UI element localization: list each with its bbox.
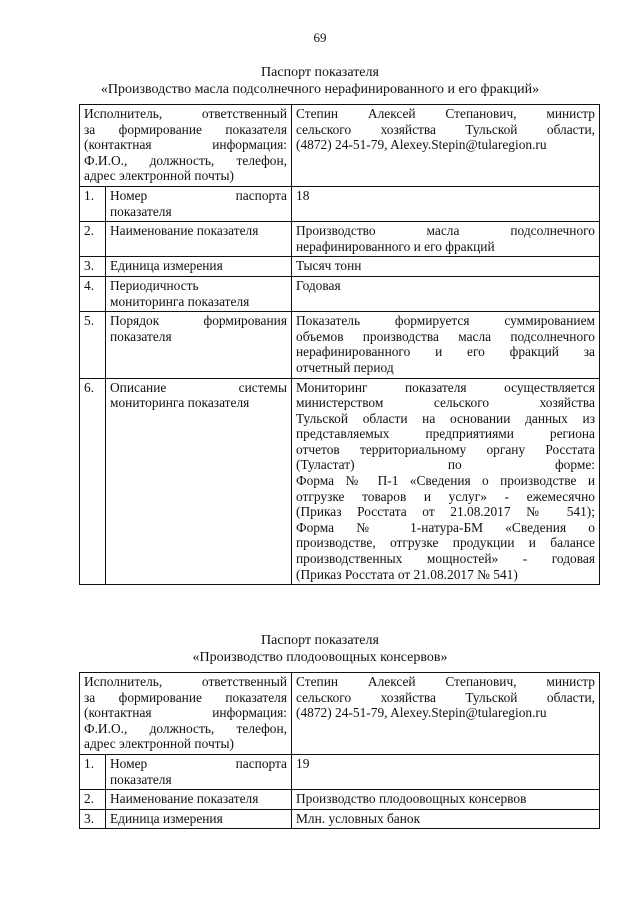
row-label (106, 222, 292, 257)
text-line: Форма № 1-натура-БМ «Сведения о (296, 519, 595, 535)
text-line: (Приказ Росстата от 21.08.2017 № 541) (296, 566, 518, 582)
text-line: Производство масла подсолнечного (296, 223, 595, 239)
table-row (80, 276, 600, 311)
text-line: Наименование показателя (110, 223, 259, 239)
row-label (106, 186, 292, 221)
text-line: отчетов территориальному органу Росстата (296, 441, 595, 457)
row-value (292, 222, 600, 257)
row-label (106, 276, 292, 311)
executor-value (292, 673, 600, 755)
text-line: 19 (296, 755, 310, 771)
text-line: Ф.И.О., должность, телефон, (84, 720, 287, 736)
text-line: Производство плодоовощных консервов (296, 791, 527, 807)
row-label (106, 312, 292, 378)
text-line: (Приказ Росстата от 21.08.2017 № 541); (296, 504, 595, 520)
table-row (80, 186, 600, 221)
text-line: за формирование показателя (84, 689, 287, 705)
row-value (292, 809, 600, 829)
row-label (106, 257, 292, 277)
text-line: Номер паспорта (110, 187, 287, 203)
text-line: Описание системы (110, 379, 287, 395)
executor-value (292, 105, 600, 187)
executor-label (80, 105, 292, 187)
row-value (292, 257, 600, 277)
text-line: Ф.И.О., должность, телефон, (84, 152, 287, 168)
text-line: адрес электронной почты) (84, 736, 234, 752)
text-line: адрес электронной почты) (84, 168, 234, 184)
passport2-table (79, 672, 600, 829)
text-line: производственных мощностей» - годовая (296, 551, 595, 567)
text-line: Единица измерения (110, 810, 223, 826)
row-value (292, 378, 600, 585)
text-line: мониторинга показателя (110, 395, 250, 411)
row-number: 4. (80, 276, 106, 311)
table-row (80, 257, 600, 277)
row-value (292, 186, 600, 221)
text-line: Исполнитель, ответственный (84, 674, 287, 689)
text-line: Степин Алексей Степанович, министр (296, 674, 595, 689)
text-line: Периодичность (110, 277, 199, 293)
row-number: 1. (80, 754, 106, 789)
text-line: Порядок формирования (110, 313, 287, 329)
text-line: Исполнитель, ответственный (84, 106, 287, 121)
text-line: отгрузке товаров и услуг» - ежемесячно (296, 488, 595, 504)
text-line: Единица измерения (110, 258, 223, 274)
text-line: мониторинга показателя (110, 293, 250, 309)
text-line: Тысяч тонн (296, 258, 362, 274)
text-line: Тульской области на основании данных из (296, 410, 595, 426)
row-number: 6. (80, 378, 106, 585)
text-line: 18 (296, 187, 310, 203)
text-line: отчетный период (296, 359, 394, 375)
text-line: представляемых предприятиями региона (296, 426, 595, 442)
row-value (292, 276, 600, 311)
table-row (80, 790, 600, 810)
text-line: Показатель формируется суммированием (296, 313, 595, 329)
text-line: показателя (110, 328, 172, 344)
row-number: 1. (80, 186, 106, 221)
passport1-subtitle: «Производство масла подсолнечного нерафинированного и его фракций» (100, 82, 540, 97)
text-line: Млн. условных банок (296, 810, 421, 826)
text-line: нерафинированного и его фракций (296, 238, 495, 254)
row-number: 3. (80, 809, 106, 829)
text-line: показателя (110, 203, 172, 219)
text-line: показателя (110, 771, 172, 787)
page-number: 69 (313, 30, 327, 45)
text-line: Годовая (296, 277, 341, 293)
text-line: Наименование показателя (110, 791, 259, 807)
table-row (80, 754, 600, 789)
text-line: объемов производства масла подсолнечного (296, 328, 595, 344)
text-line: производстве, отгрузке продукции и балансе (296, 535, 595, 551)
table-row (80, 222, 600, 257)
text-line: Степин Алексей Степанович, министр (296, 106, 595, 121)
row-number: 5. (80, 312, 106, 378)
text-line: Форма № П-1 «Сведения о производстве и (296, 473, 595, 489)
table-row (80, 809, 600, 829)
text-line: (Туластат) по форме: (296, 457, 595, 473)
passport2-title: Паспорт показателя (261, 633, 379, 648)
text-line: Мониторинг показателя осуществляется (296, 379, 595, 395)
executor-row (80, 105, 600, 187)
row-value (292, 790, 600, 810)
row-number: 3. (80, 257, 106, 277)
table-row (80, 312, 600, 378)
text-line: (4872) 24-51-79, Alexey.Stepin@tularegion.ru (296, 137, 547, 153)
text-line: за формирование показателя (84, 121, 287, 137)
executor-row (80, 673, 600, 755)
row-number: 2. (80, 222, 106, 257)
table-row (80, 378, 600, 585)
row-label (106, 809, 292, 829)
row-label (106, 754, 292, 789)
row-label (106, 790, 292, 810)
executor-label (80, 673, 292, 755)
text-line: Номер паспорта (110, 755, 287, 771)
text-line: сельского хозяйства Тульской области, (296, 689, 595, 705)
passport2-subtitle: «Производство плодоовощных консервов» (192, 650, 448, 665)
row-number: 2. (80, 790, 106, 810)
row-value (292, 754, 600, 789)
passport1-heading (0, 64, 640, 98)
passport2-heading (0, 632, 640, 666)
text-line: (4872) 24-51-79, Alexey.Stepin@tularegion.ru (296, 705, 547, 721)
row-label (106, 378, 292, 585)
passport1-title: Паспорт показателя (261, 65, 379, 80)
text-line: (контактная информация: (84, 705, 287, 721)
text-line: нерафинированного и его фракций за (296, 344, 595, 360)
row-value (292, 312, 600, 378)
text-line: сельского хозяйства Тульской области, (296, 121, 595, 137)
passport1-table (79, 104, 600, 585)
text-line: (контактная информация: (84, 137, 287, 153)
text-line: министерством сельского хозяйства (296, 395, 595, 411)
